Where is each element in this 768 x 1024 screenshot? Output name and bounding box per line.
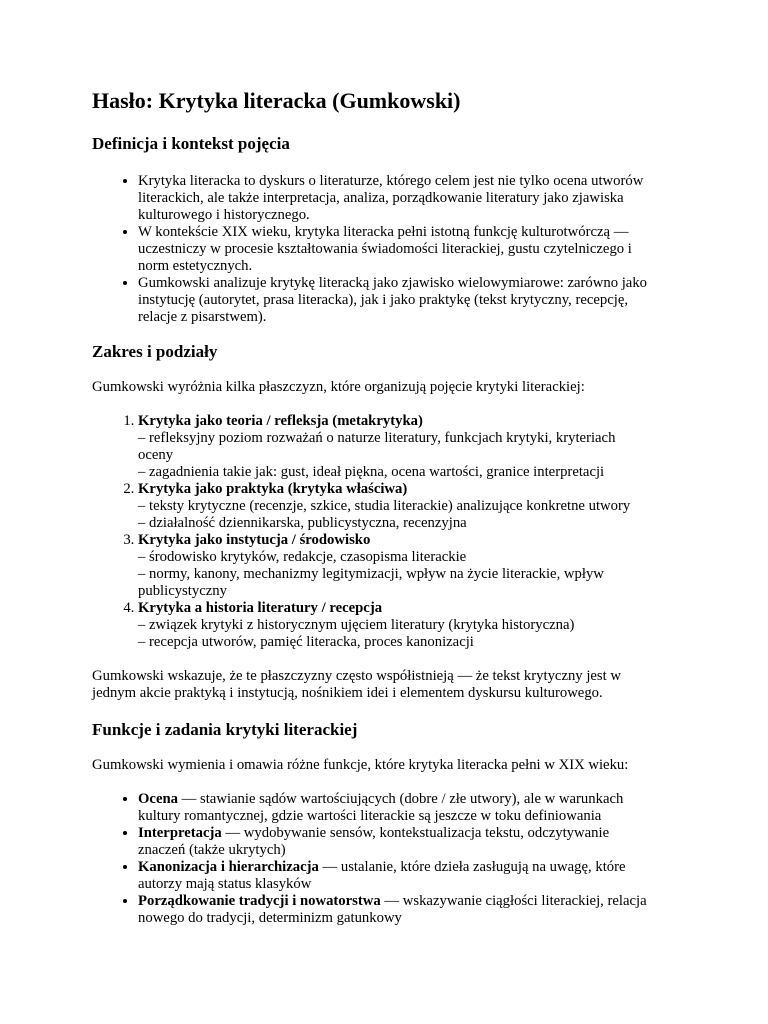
section-heading-scope: Zakres i podziały: [92, 342, 218, 361]
function-term: Interpretacja: [138, 825, 222, 841]
page-title: Hasło: Krytyka literacka (Gumkowski): [92, 88, 461, 113]
text-line: kulturowego i historycznego.: [138, 207, 310, 223]
item-title: 3. Krytyka jako instytucja / środowisko: [138, 532, 371, 548]
function-term: Kanonizacja i hierarchizacja: [138, 859, 319, 875]
text-line: oceny: [138, 447, 174, 463]
list-item: [138, 893, 676, 927]
text-line: literackich, ale także interpretacja, analiza, porządkowanie literatury jako zjawiska: [138, 190, 624, 206]
item-title: 1. Krytyka jako teoria / refleksja (metakrytyka): [138, 413, 423, 429]
function-desc: — wskazywanie ciągłości literackiej, relacja: [380, 893, 647, 909]
function-term: Porządkowanie tradycji i nowatorstwa: [138, 893, 381, 909]
list-item: [138, 791, 676, 825]
scope-conclusion: [92, 668, 676, 702]
text-line: [138, 859, 676, 876]
text-line: – normy, kanony, mechanizmy legitymizacji, wpływ na życie literackie, wpływ: [138, 566, 604, 582]
list-item: [138, 825, 676, 859]
function-desc: — stawianie sądów wartościujących (dobre / złe utwory), ale w warunkach: [177, 791, 624, 807]
text-line: – refleksyjny poziom rozważań o naturze literatury, funkcjach krytyki, kryteriach: [138, 430, 616, 446]
list-item: [138, 481, 676, 532]
text-line: jednym akcie praktyką i instytucją, nośnikiem idei i elementem dyskursu kulturowego.: [92, 685, 603, 701]
function-term: Ocena: [138, 791, 178, 807]
text-line: – zagadnienia takie jak: gust, ideał piękna, ocena wartości, granice interpretacji: [138, 464, 605, 480]
functions-list: [92, 791, 676, 927]
text-line: Gumkowski wskazuje, że te płaszczyzny często współistnieją — że tekst krytyczny jest w: [92, 668, 622, 684]
definition-list: [92, 173, 676, 326]
list-item: [138, 224, 676, 275]
text-line: – związek krytyki z historycznym ujęciem literatury (krytyka historyczna): [138, 617, 575, 633]
text-line: kultury romantycznej, gdzie wartości literackie są jeszcze w toku definiowania: [138, 808, 602, 824]
text-line: publicystyczny: [138, 583, 227, 599]
item-title: 4. Krytyka a historia literatury / recepcja: [138, 600, 383, 616]
list-item: [138, 275, 676, 326]
text-line: norm estetycznych.: [138, 258, 253, 274]
text-line: autorzy mają status klasyków: [138, 876, 312, 892]
text-line: relacje z pisarstwem).: [138, 309, 267, 325]
text-line: – teksty krytyczne (recenzje, szkice, studia literackie) analizujące konkretne utwory: [138, 498, 631, 514]
section-heading-definition: Definicja i kontekst pojęcia: [92, 134, 290, 153]
text-line: • W kontekście XIX wieku, krytyka literacka pełni istotną funkcję kulturotwórczą —: [138, 224, 629, 240]
item-title: 2. Krytyka jako praktyka (krytyka właściwa): [138, 481, 408, 497]
section-heading-functions: Funkcje i zadania krytyki literackiej: [92, 720, 358, 739]
text-line: uczestniczy w procesie kształtowania świadomości literackiej, gustu czytelniczego i: [138, 241, 632, 257]
list-item: [138, 532, 676, 600]
list-item: [138, 173, 676, 224]
function-desc: — wydobywanie sensów, kontekstualizacja tekstu, odczytywanie: [221, 825, 610, 841]
text-line: nowego do tradycji, determinizm gatunkowy: [138, 910, 402, 926]
list-item: [138, 413, 676, 481]
list-item: [138, 859, 676, 893]
function-desc: — ustalanie, które dzieła zasługują na uwagę, które: [318, 859, 626, 875]
text-line: – działalność dziennikarska, publicystyczna, recenzyjna: [138, 515, 467, 531]
text-line: [138, 893, 676, 910]
functions-intro: Gumkowski wymienia i omawia różne funkcje, które krytyka literacka pełni w XIX wieku:: [92, 757, 629, 773]
text-line: znaczeń (także ukrytych): [138, 842, 286, 858]
text-line: – środowisko krytyków, redakcje, czasopisma literackie: [138, 549, 467, 565]
text-line: [138, 825, 676, 842]
text-line: instytucję (autorytet, prasa literacka), jak i jako praktykę (tekst krytyczny, recepcję,: [138, 292, 629, 308]
text-line: • Gumkowski analizuje krytykę literacką jako zjawisko wielowymiarowe: zarówno jako: [138, 275, 648, 291]
list-item: [138, 600, 676, 651]
scope-intro: Gumkowski wyróżnia kilka płaszczyzn, które organizują pojęcie krytyki literackiej:: [92, 379, 585, 395]
text-line: [138, 791, 676, 808]
text-line: • Krytyka literacka to dyskurs o literaturze, którego celem jest nie tylko ocena utworów: [138, 173, 644, 189]
scope-list: [92, 413, 676, 651]
text-line: – recepcja utworów, pamięć literacka, proces kanonizacji: [138, 634, 474, 650]
